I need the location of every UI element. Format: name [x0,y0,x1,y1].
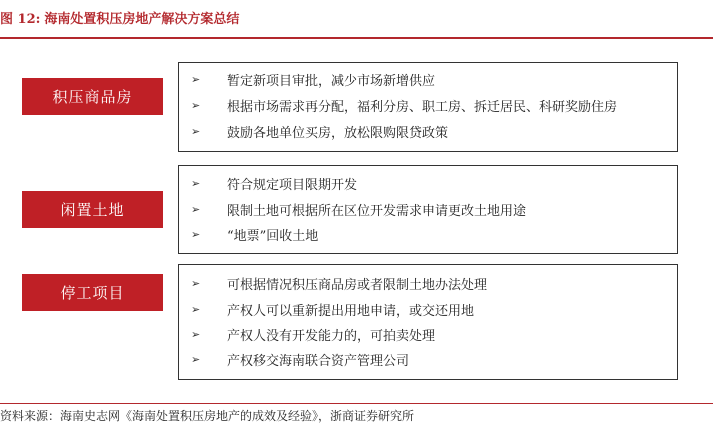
figure-number: 图 12: [0,12,41,27]
section-box-stalled-projects [178,264,678,380]
arrow-bullet-icon: ➢ [191,124,201,138]
list-item [191,299,673,319]
arrow-bullet-icon: ➢ [191,72,201,86]
list-item [191,273,673,293]
list-item [191,199,673,219]
list-item [191,121,673,141]
list-item [191,173,673,193]
arrow-bullet-icon: ➢ [191,98,201,112]
list-item-text: 根据市场需求再分配，福利分房、职工房、拆迁居民、科研奖励住房 [227,99,618,115]
list-item-text: 限制土地可根据所在区位开发需求申请更改土地用途 [227,203,527,219]
footer-divider [0,403,713,404]
arrow-bullet-icon: ➢ [191,176,201,190]
list-item-text: 暂定新项目审批，减少市场新增供应 [227,73,436,89]
list-item [191,349,673,369]
arrow-bullet-icon: ➢ [191,327,201,341]
list-item [191,224,673,244]
list-item [191,324,673,344]
list-item-text: 鼓励各地单位买房，放松限购限贷政策 [227,125,449,141]
list-item [191,69,673,89]
list-item [191,95,673,115]
list-item-text: 产权人没有开发能力的，可拍卖处理 [227,328,436,344]
list-item-text: 符合规定项目限期开发 [227,177,358,193]
list-item-text: 产权人可以重新提出用地申请，或交还用地 [227,303,475,319]
list-item-text: “地票”回收土地 [227,228,319,244]
section-label-unsold-housing: 积压商品房 [22,78,163,115]
list-item-text: 产权移交海南联合资产管理公司 [227,353,410,369]
section-label-stalled-projects: 停工项目 [22,274,163,311]
arrow-bullet-icon: ➢ [191,302,201,316]
arrow-bullet-icon: ➢ [191,352,201,366]
figure-title [0,8,713,27]
title-divider [0,37,713,39]
source-note: 资料来源：海南史志网《海南处置积压房地产的成效及经验》，浙商证券研究所 [0,409,415,423]
section-label-idle-land: 闲置土地 [22,191,163,228]
section-box-unsold-housing [178,62,678,152]
arrow-bullet-icon: ➢ [191,276,201,290]
section-box-idle-land [178,165,678,254]
list-item-text: 可根据情况积压商品房或者限制土地办法处理 [227,277,488,293]
figure-title-text: 海南处置积压房地产解决方案总结 [44,12,240,27]
arrow-bullet-icon: ➢ [191,227,201,241]
arrow-bullet-icon: ➢ [191,202,201,216]
